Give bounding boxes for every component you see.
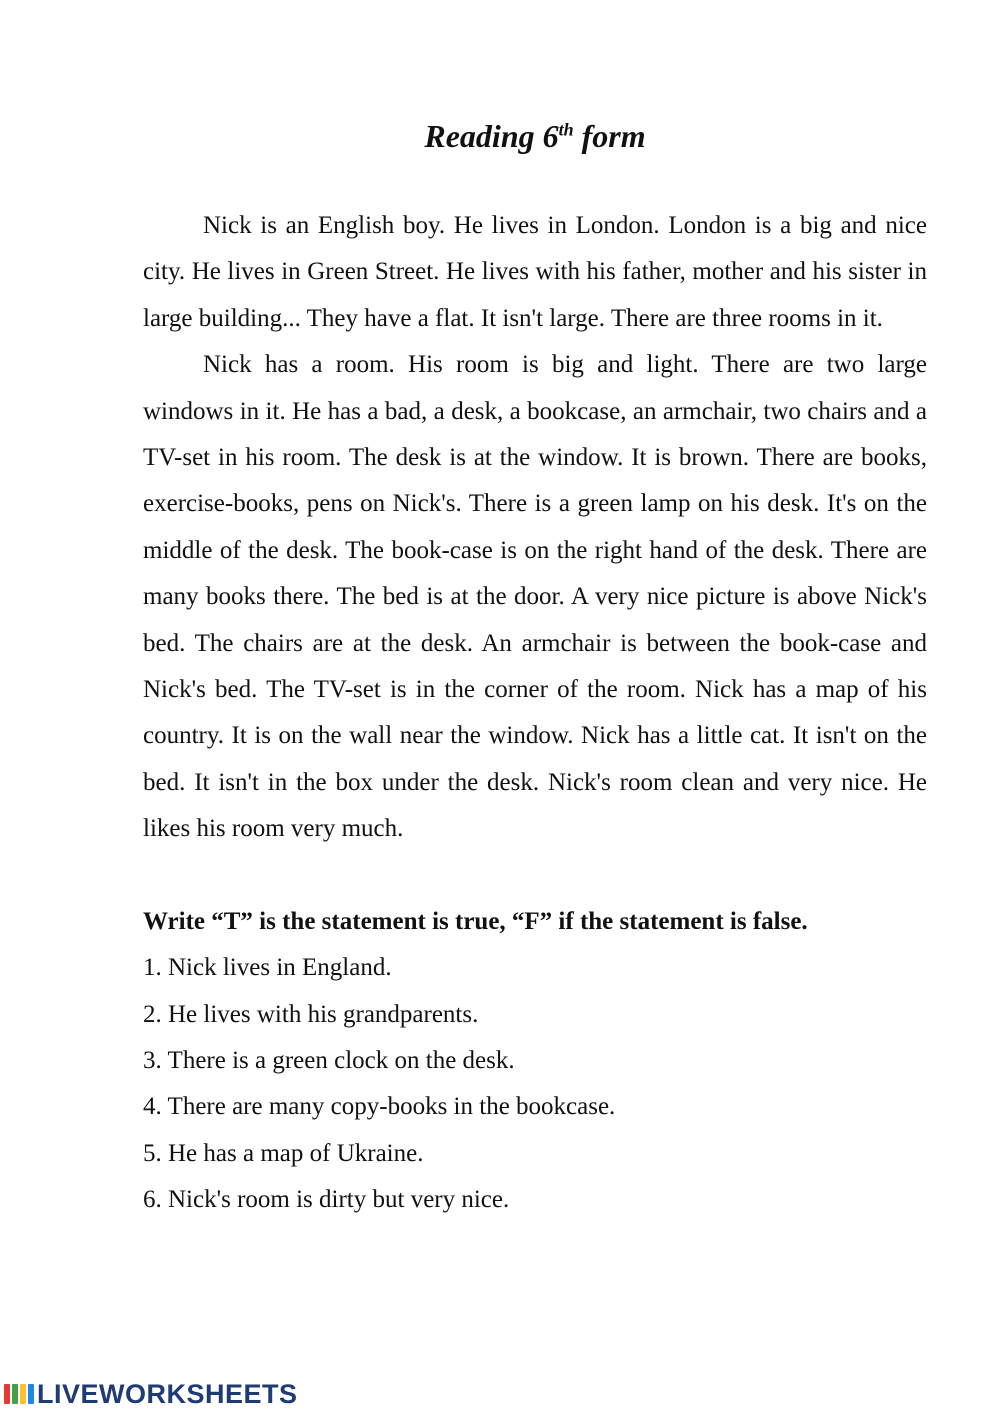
statement-item: 4. There are many copy-books in the bookcase. [143,1093,616,1121]
worksheet-content [143,203,927,1224]
statement-item: 2. He lives with his grandparents. [143,1000,479,1028]
title-superscript: th [558,119,574,140]
logo-text: LIVEWORKSHEETS [37,1379,298,1409]
statement-item: 3. There is a green clock on the desk. [143,1046,515,1074]
title-prefix: Reading 6 [424,118,559,155]
statement-item: 6. Nick's room is dirty but very nice. [143,1186,510,1214]
liveworksheets-logo-icon [4,1382,34,1406]
reading-paragraph-2: Nick has a room. His room is big and light. There are two large windows in it. He has a bad, a desk, a bookcase, an armchair, two chairs and a TV-set in his room. The desk is at the window. It is brown. There are books, exercise-books, pens on Nick's. There is a green lamp on his desk. It's on the middle of the desk. The book-case is on the right hand of the desk. There are many books there. The bed is at the door. A very nice picture is above Nick's bed. The chairs are at the desk. An armchair is between the book-case and Nick's bed. The TV-set is in the corner of the room. Nick has a map of his country. It is on the wall near the window. Nick has a little cat. It isn't on the bed. It isn't in the box under the desk. Nick's room clean and very nice. He likes his room very much. [143,351,927,843]
statement-item: 5. He has a map of Ukraine. [143,1139,424,1167]
statement-item: 1. Nick lives in England. [143,954,392,982]
page-title [0,113,1000,159]
title-suffix: form [573,118,646,155]
liveworksheets-logo [4,1379,298,1409]
statement-list [143,945,927,1223]
reading-paragraph-1: Nick is an English boy. He lives in London. London is a big and nice city. He lives in Green Street. He lives with his father, mother and his sister in large building... They have a flat. It isn't large. There are three rooms in it. [143,212,927,332]
task-instruction: Write “T” is the statement is true, “F” if the statement is false. [143,907,808,935]
